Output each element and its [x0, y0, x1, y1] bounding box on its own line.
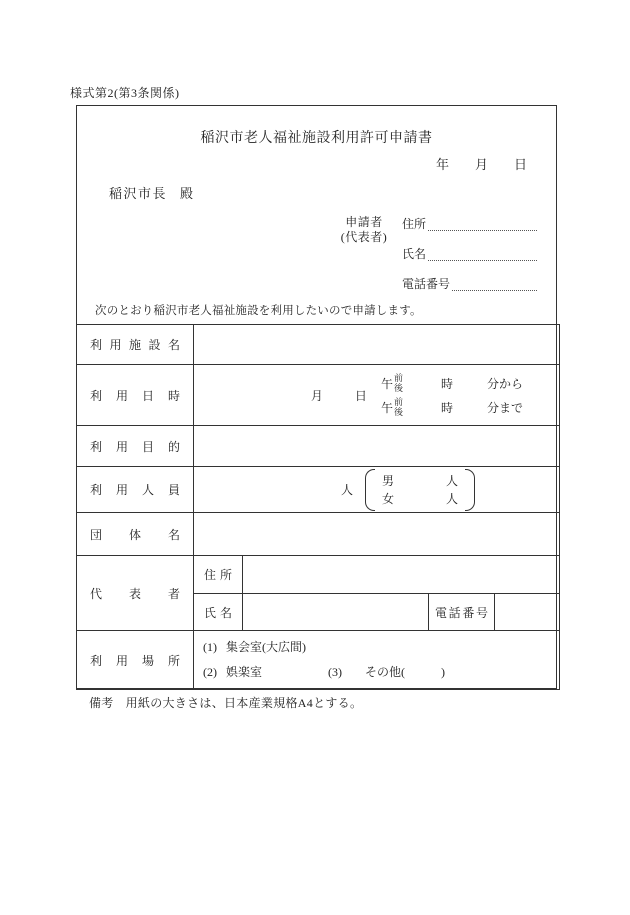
- table-row-group: [77, 513, 560, 556]
- female-line: [365, 490, 475, 508]
- applicant-name-field: [402, 245, 537, 262]
- applicant-block: [332, 215, 537, 305]
- day-unit: 日: [354, 388, 367, 403]
- representative-address-label: 住所: [194, 556, 243, 594]
- people-layout: [194, 469, 559, 511]
- minute-from-label: 分から: [486, 376, 523, 391]
- people-bracket: [365, 469, 475, 511]
- place-option1-number: (1): [203, 640, 217, 654]
- pm-label: 後: [393, 383, 403, 393]
- time-from-line: [381, 371, 523, 395]
- usage-datetime-label: 利用日時: [77, 365, 194, 426]
- application-statement: 次のとおり稲沢市老人福祉施設を利用したいので申請します。: [95, 305, 422, 317]
- usage-place-label: 利用場所: [77, 631, 194, 690]
- group-name-value-cell: [194, 513, 560, 556]
- table-row-place: [77, 631, 560, 690]
- usage-purpose-value-cell: [194, 426, 560, 467]
- applicant-label-line1: 申請者: [345, 215, 383, 229]
- table-row-datetime: [77, 365, 560, 426]
- place-option-line2: [203, 660, 559, 685]
- place-option-line1: [203, 635, 559, 660]
- applicant-phone-label: 電話番号: [402, 277, 451, 291]
- place-option2-number: (2): [203, 665, 217, 679]
- noon-prefix: 午: [380, 400, 393, 415]
- form-border-box: [76, 105, 557, 689]
- form-title: 稲沢市老人福祉施設利用許可申請書: [200, 131, 433, 146]
- female-label: 女: [382, 491, 395, 506]
- addressee-line: [109, 183, 195, 202]
- place-option2-text: 娯楽室: [226, 665, 263, 679]
- usage-place-value-cell: [194, 631, 560, 690]
- female-unit: 人: [445, 491, 458, 506]
- group-name-label: 団体名: [77, 513, 194, 556]
- usage-datetime-value-cell: [194, 365, 560, 426]
- datetime-layout: [194, 371, 559, 419]
- applicant-label-line2: (代表者): [340, 230, 388, 244]
- representative-phone-value-cell: [495, 594, 560, 631]
- day-label: 日: [513, 157, 527, 172]
- representative-name-value-cell: [243, 594, 429, 631]
- usage-people-value-cell: [194, 467, 560, 513]
- table-row-people: [77, 467, 560, 513]
- people-total-unit: 人: [340, 483, 353, 497]
- place-option3-close-paren: ): [441, 665, 446, 679]
- representative-label: 代表者: [77, 556, 194, 631]
- applicant-fields: [402, 215, 537, 305]
- representative-phone-label: 電話番号: [429, 594, 495, 631]
- representative-address-value-cell: [243, 556, 560, 594]
- ampm-from: [381, 373, 403, 393]
- hour-unit-to: 時: [440, 400, 453, 415]
- pm-label: 後: [393, 407, 403, 417]
- remarks-note: [89, 694, 362, 711]
- place-option1-text: 集会室(大広間): [226, 640, 306, 654]
- addressee-honorific: 殿: [180, 186, 195, 201]
- facility-name-label: 利用施設名: [77, 325, 194, 365]
- form-code: 様式第2(第3条関係): [70, 86, 180, 100]
- noon-prefix: 午: [380, 376, 393, 391]
- applicant-name-label: 氏名: [402, 247, 427, 261]
- male-unit: 人: [445, 473, 458, 488]
- time-to-line: [381, 395, 523, 419]
- place-option3-number: (3): [328, 665, 343, 679]
- ampm-stack: [394, 397, 403, 417]
- usage-people-label: 利用人員: [77, 467, 194, 513]
- date-line: [436, 154, 527, 173]
- minute-to-label: 分まで: [486, 400, 523, 415]
- applicant-address-field: [402, 215, 537, 232]
- application-table: [76, 324, 560, 690]
- hour-unit-from: 時: [440, 376, 453, 391]
- representative-name-label: 氏名: [194, 594, 243, 631]
- am-label: 前: [393, 397, 403, 407]
- month-unit: 月: [310, 388, 323, 403]
- facility-name-value-cell: [194, 325, 560, 365]
- month-label: 月: [474, 157, 488, 172]
- time-range: [381, 371, 523, 419]
- year-label: 年: [435, 157, 449, 172]
- addressee-name: 稲沢市長: [109, 186, 168, 201]
- remarks-prefix: 備考: [89, 696, 114, 710]
- ampm-stack: [394, 373, 403, 393]
- male-label: 男: [382, 473, 395, 488]
- applicant-address-label: 住所: [402, 217, 427, 231]
- applicant-phone-dotted-line: [452, 290, 537, 291]
- ampm-to: [381, 397, 403, 417]
- table-row-representative-address: [77, 556, 560, 594]
- place-option3-text: その他(: [365, 665, 406, 679]
- table-row-purpose: [77, 426, 560, 467]
- table-row-facility: [77, 325, 560, 365]
- applicant-address-dotted-line: [428, 230, 537, 231]
- applicant-phone-field: [402, 275, 537, 292]
- applicant-label: [332, 215, 396, 305]
- am-label: 前: [393, 373, 403, 383]
- applicant-name-dotted-line: [428, 260, 537, 261]
- male-line: [365, 472, 475, 490]
- usage-purpose-label: 利用目的: [77, 426, 194, 467]
- remarks-text: 用紙の大きさは、日本産業規格A4とする。: [125, 696, 363, 710]
